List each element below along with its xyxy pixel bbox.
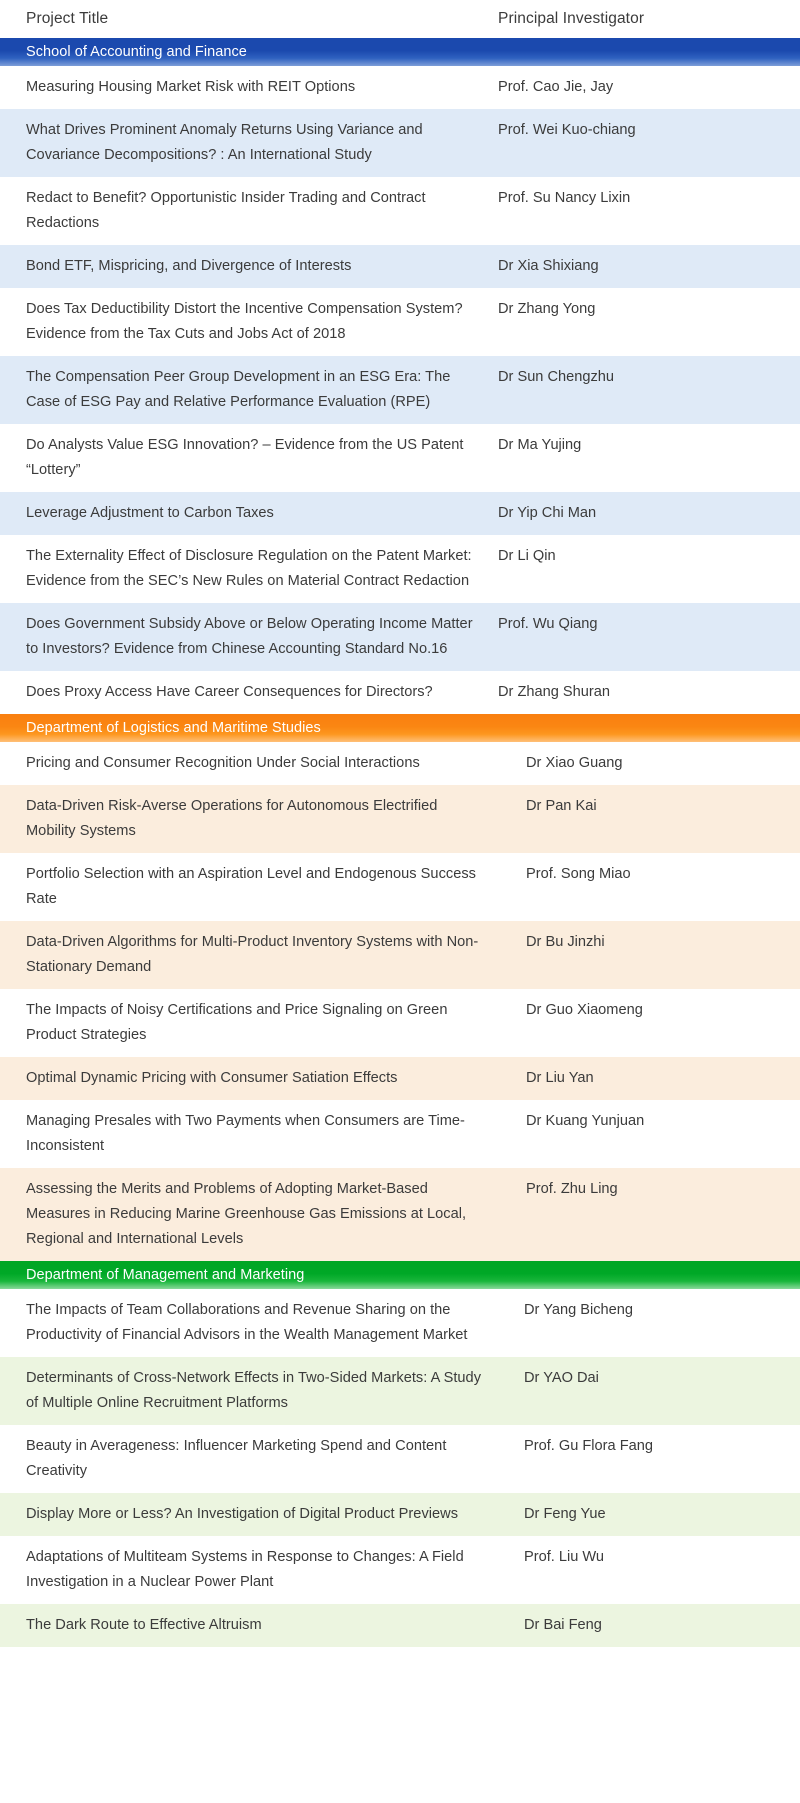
principal-investigator-cell: Dr Guo Xiaomeng bbox=[526, 1002, 643, 1018]
column-header-project-title: Project Title bbox=[26, 10, 109, 27]
section-header-label: Department of Management and Marketing bbox=[26, 1267, 305, 1283]
project-title-cell: The Compensation Peer Group Development in an ESG Era: The Case of ESG Pay and Relative Performance Evaluation (RPE) bbox=[26, 369, 451, 410]
table-row bbox=[0, 921, 800, 989]
section-header-label: School of Accounting and Finance bbox=[26, 44, 247, 60]
project-title-cell: Portfolio Selection with an Aspiration Level and Endogenous Success Rate bbox=[26, 866, 476, 907]
principal-investigator-cell: Dr Xiao Guang bbox=[526, 755, 623, 771]
section-header bbox=[0, 38, 800, 66]
principal-investigator-cell: Dr Feng Yue bbox=[524, 1506, 606, 1522]
principal-investigator-cell: Dr Bu Jinzhi bbox=[526, 934, 605, 950]
section-header-label: Department of Logistics and Maritime Studies bbox=[26, 720, 321, 736]
table-row bbox=[0, 1057, 800, 1100]
table-row bbox=[0, 785, 800, 853]
table-row bbox=[0, 1100, 800, 1168]
principal-investigator-cell: Prof. Gu Flora Fang bbox=[524, 1438, 653, 1454]
principal-investigator-cell: Dr Li Qin bbox=[498, 548, 556, 564]
table-row bbox=[0, 288, 800, 356]
principal-investigator-cell: Dr Pan Kai bbox=[526, 798, 597, 814]
principal-investigator-cell: Dr Zhang Shuran bbox=[498, 684, 610, 700]
principal-investigator-cell: Prof. Song Miao bbox=[526, 866, 631, 882]
project-title-cell: Bond ETF, Mispricing, and Divergence of Interests bbox=[26, 258, 352, 274]
principal-investigator-cell: Dr Xia Shixiang bbox=[498, 258, 599, 274]
table-row bbox=[0, 109, 800, 177]
project-title-cell: Redact to Benefit? Opportunistic Insider Trading and Contract Redactions bbox=[26, 190, 426, 231]
principal-investigator-cell: Dr YAO Dai bbox=[524, 1370, 599, 1386]
principal-investigator-cell: Prof. Su Nancy Lixin bbox=[498, 190, 631, 206]
project-title-cell: Does Tax Deductibility Distort the Incentive Compensation System? Evidence from the Tax Cuts and Jobs Act of 2018 bbox=[26, 301, 463, 342]
table-row bbox=[0, 1493, 800, 1536]
project-title-cell: Pricing and Consumer Recognition Under Social Interactions bbox=[26, 755, 420, 771]
project-title-cell: Leverage Adjustment to Carbon Taxes bbox=[26, 505, 274, 521]
project-title-cell: Beauty in Averageness: Influencer Marketing Spend and Content Creativity bbox=[26, 1438, 447, 1479]
table-row bbox=[0, 535, 800, 603]
project-title-cell: Does Proxy Access Have Career Consequences for Directors? bbox=[26, 684, 433, 700]
table-row bbox=[0, 1289, 800, 1357]
section-header bbox=[0, 714, 800, 742]
principal-investigator-cell: Dr Sun Chengzhu bbox=[498, 369, 615, 385]
project-title-cell: Optimal Dynamic Pricing with Consumer Satiation Effects bbox=[26, 1070, 398, 1086]
table-row bbox=[0, 603, 800, 671]
project-title-cell: The Dark Route to Effective Altruism bbox=[26, 1617, 262, 1633]
principal-investigator-cell: Dr Liu Yan bbox=[526, 1070, 594, 1086]
table-row bbox=[0, 1168, 800, 1261]
table-row bbox=[0, 66, 800, 109]
principal-investigator-cell: Dr Bai Feng bbox=[524, 1617, 602, 1633]
table-row bbox=[0, 742, 800, 785]
table-row bbox=[0, 1536, 800, 1604]
project-title-cell: Display More or Less? An Investigation of Digital Product Previews bbox=[26, 1506, 459, 1522]
table-row bbox=[0, 1604, 800, 1647]
principal-investigator-cell: Dr Yang Bicheng bbox=[524, 1302, 633, 1318]
table-row bbox=[0, 177, 800, 245]
table-body bbox=[0, 38, 800, 1647]
section-header bbox=[0, 1261, 800, 1289]
project-title-cell: Data-Driven Algorithms for Multi-Product Inventory Systems with Non-Stationary Demand bbox=[26, 934, 479, 975]
table-row bbox=[0, 853, 800, 921]
table-row bbox=[0, 1357, 800, 1425]
principal-investigator-cell: Dr Kuang Yunjuan bbox=[526, 1113, 645, 1129]
principal-investigator-cell: Prof. Wei Kuo-chiang bbox=[498, 122, 636, 138]
table-row bbox=[0, 989, 800, 1057]
principal-investigator-cell: Dr Ma Yujing bbox=[498, 437, 582, 453]
project-title-cell: Data-Driven Risk-Averse Operations for Autonomous Electrified Mobility Systems bbox=[26, 798, 438, 839]
project-title-cell: Determinants of Cross-Network Effects in Two-Sided Markets: A Study of Multiple Online Recruitment Platforms bbox=[26, 1370, 482, 1411]
project-title-cell: Assessing the Merits and Problems of Adopting Market-Based Measures in Reducing Marine Greenhouse Gas Emissions at Local, Regional and International Levels bbox=[26, 1181, 467, 1247]
project-title-cell: What Drives Prominent Anomaly Returns Using Variance and Covariance Decompositions? : An International Study bbox=[26, 122, 423, 163]
table-header-row bbox=[0, 0, 800, 38]
principal-investigator-cell: Prof. Zhu Ling bbox=[526, 1181, 618, 1197]
project-title-cell: Managing Presales with Two Payments when Consumers are Time-Inconsistent bbox=[26, 1113, 465, 1154]
table-row bbox=[0, 356, 800, 424]
project-title-cell: The Impacts of Team Collaborations and Revenue Sharing on the Productivity of Financial Advisors in the Wealth Management Market bbox=[26, 1302, 468, 1343]
table-row bbox=[0, 245, 800, 288]
table-row bbox=[0, 424, 800, 492]
column-header-principal-investigator: Principal Investigator bbox=[498, 10, 645, 27]
principal-investigator-cell: Dr Zhang Yong bbox=[498, 301, 596, 317]
principal-investigator-cell: Prof. Liu Wu bbox=[524, 1549, 605, 1565]
project-title-cell: The Impacts of Noisy Certifications and Price Signaling on Green Product Strategies bbox=[26, 1002, 448, 1043]
project-title-cell: Does Government Subsidy Above or Below Operating Income Matter to Investors? Evidence from Chinese Accounting Standard No.16 bbox=[26, 616, 473, 657]
project-title-cell: The Externality Effect of Disclosure Regulation on the Patent Market: Evidence from the SEC’s New Rules on Material Contract Redaction bbox=[26, 548, 472, 589]
principal-investigator-cell: Dr Yip Chi Man bbox=[498, 505, 597, 521]
principal-investigator-cell: Prof. Cao Jie, Jay bbox=[498, 79, 614, 95]
table-row bbox=[0, 671, 800, 714]
table-row bbox=[0, 1425, 800, 1493]
project-title-cell: Do Analysts Value ESG Innovation? – Evidence from the US Patent “Lottery” bbox=[26, 437, 464, 478]
principal-investigator-cell: Prof. Wu Qiang bbox=[498, 616, 598, 632]
project-title-cell: Measuring Housing Market Risk with REIT Options bbox=[26, 79, 356, 95]
table-row bbox=[0, 492, 800, 535]
project-title-cell: Adaptations of Multiteam Systems in Response to Changes: A Field Investigation in a Nuclear Power Plant bbox=[26, 1549, 464, 1590]
